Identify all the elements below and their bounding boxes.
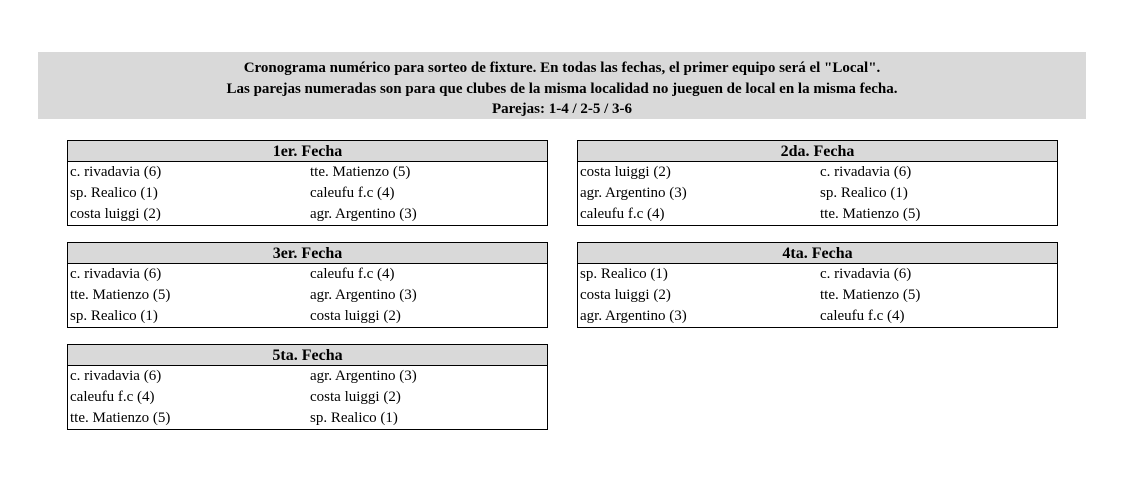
away-team: c. rivadavia (6) xyxy=(820,266,912,282)
match-row xyxy=(578,183,1057,204)
home-team: c. rivadavia (6) xyxy=(70,368,162,384)
match-row xyxy=(578,285,1057,306)
away-team: caleufu f.c (4) xyxy=(310,185,395,201)
match-row xyxy=(68,264,547,285)
match-row xyxy=(68,285,547,306)
away-team: tte. Matienzo (5) xyxy=(310,164,411,180)
away-team: agr. Argentino (3) xyxy=(310,368,417,384)
home-team: caleufu f.c (4) xyxy=(70,389,155,405)
match-row xyxy=(68,183,547,204)
away-team: agr. Argentino (3) xyxy=(310,287,417,303)
home-team: agr. Argentino (3) xyxy=(580,308,687,324)
fecha-table-2 xyxy=(577,140,1058,226)
match-row xyxy=(68,162,547,183)
match-row xyxy=(68,204,547,225)
fecha-table-5 xyxy=(67,344,548,430)
away-team: costa luiggi (2) xyxy=(310,389,401,405)
fecha-title: 5ta. Fecha xyxy=(68,345,547,366)
home-team: tte. Matienzo (5) xyxy=(70,410,171,426)
match-row xyxy=(68,366,547,387)
match-row xyxy=(68,387,547,408)
home-team: c. rivadavia (6) xyxy=(70,266,162,282)
match-row xyxy=(68,408,547,429)
header-line-3: Parejas: 1-4 / 2-5 / 3-6 xyxy=(491,101,633,117)
away-team: caleufu f.c (4) xyxy=(820,308,905,324)
home-team: c. rivadavia (6) xyxy=(70,164,162,180)
away-team: costa luiggi (2) xyxy=(310,308,401,324)
match-row xyxy=(578,306,1057,327)
away-team: agr. Argentino (3) xyxy=(310,206,417,222)
fecha-title: 4ta. Fecha xyxy=(578,243,1057,264)
fecha-title: 2da. Fecha xyxy=(578,141,1057,162)
away-team: tte. Matienzo (5) xyxy=(820,287,921,303)
away-team: sp. Realico (1) xyxy=(820,185,908,201)
away-team: c. rivadavia (6) xyxy=(820,164,912,180)
fecha-table-4 xyxy=(577,242,1058,328)
home-team: sp. Realico (1) xyxy=(70,185,158,201)
header-line-2: Las parejas numeradas son para que clubes de la misma localidad no jueguen de local en la misma fecha. xyxy=(226,80,898,97)
home-team: caleufu f.c (4) xyxy=(580,206,665,222)
fecha-title: 3er. Fecha xyxy=(68,243,547,264)
home-team: costa luiggi (2) xyxy=(580,164,671,180)
fecha-title: 1er. Fecha xyxy=(68,141,547,162)
away-team: sp. Realico (1) xyxy=(310,410,398,426)
match-row xyxy=(578,264,1057,285)
home-team: sp. Realico (1) xyxy=(70,308,158,324)
away-team: tte. Matienzo (5) xyxy=(820,206,921,222)
header-line-1: Cronograma numérico para sorteo de fixture. En todas las fechas, el primer equipo será el "Local". xyxy=(243,60,881,76)
home-team: tte. Matienzo (5) xyxy=(70,287,171,303)
home-team: costa luiggi (2) xyxy=(580,287,671,303)
match-row xyxy=(578,204,1057,225)
fecha-table-3 xyxy=(67,242,548,328)
match-row xyxy=(68,306,547,327)
away-team: caleufu f.c (4) xyxy=(310,266,395,282)
home-team: sp. Realico (1) xyxy=(580,266,668,282)
fecha-table-1 xyxy=(67,140,548,226)
instructions-header xyxy=(38,52,1086,119)
match-row xyxy=(578,162,1057,183)
home-team: agr. Argentino (3) xyxy=(580,185,687,201)
home-team: costa luiggi (2) xyxy=(70,206,161,222)
